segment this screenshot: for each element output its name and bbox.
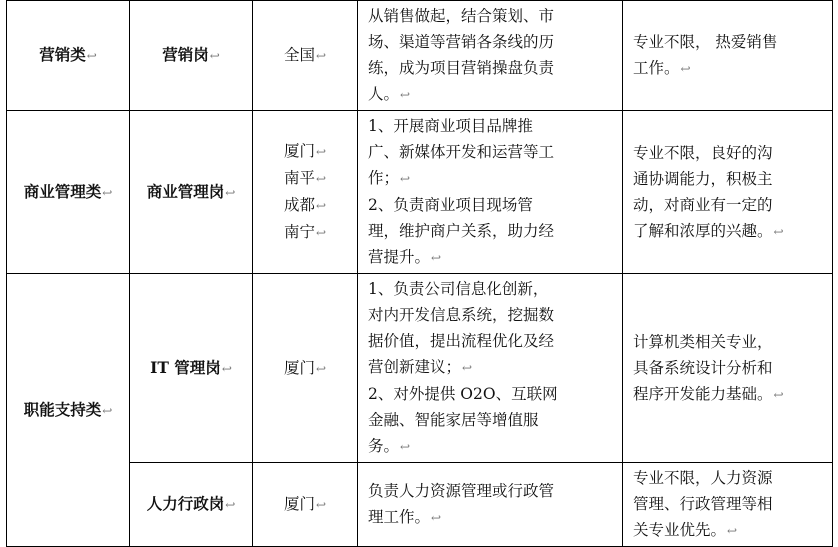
requirements-cell: 专业不限， 热爱销售 工作。↩ bbox=[623, 1, 833, 111]
category-cell: 营销类↩ bbox=[7, 1, 130, 111]
duties-cell: 负责人力资源管理或行政管 理工作。↩ bbox=[358, 463, 623, 547]
table-row bbox=[7, 274, 833, 463]
location-cell: 厦门↩ 南平↩ 成都↩ 南宁↩ bbox=[253, 111, 358, 274]
table-row bbox=[7, 1, 833, 111]
requirements-cell: 专业不限，良好的沟 通协调能力，积极主 动，对商业有一定的 了解和浓厚的兴趣。↩ bbox=[623, 111, 833, 274]
table-row bbox=[7, 463, 833, 547]
category-cell: 商业管理类↩ bbox=[7, 111, 130, 274]
location-cell: 厦门↩ bbox=[253, 463, 358, 547]
table-row bbox=[7, 111, 833, 274]
duties-cell: 从销售做起，结合策划、市 场、渠道等营销各条线的历 练，成为项目营销操盘负责 人。↩ bbox=[358, 1, 623, 111]
job-positions-table bbox=[6, 0, 833, 547]
duties-cell: 1、负责公司信息化创新， 对内开发信息系统，挖掘数 据价值，提出流程优化及经 营创新建议；↩ 2、对外提供 O2O、互联网 金融、智能家居等增值服 务。↩ bbox=[358, 274, 623, 463]
location-cell: 厦门↩ bbox=[253, 274, 358, 463]
category-cell: 职能支持类↩ bbox=[7, 274, 130, 547]
position-cell: IT 管理岗↩ bbox=[130, 274, 253, 463]
requirements-cell: 专业不限，人力资源 管理、行政管理等相 关专业优先。↩ bbox=[623, 463, 833, 547]
position-cell: 商业管理岗↩ bbox=[130, 111, 253, 274]
requirements-cell: 计算机类相关专业， 具备系统设计分析和 程序开发能力基础。↩ bbox=[623, 274, 833, 463]
location-cell: 全国↩ bbox=[253, 1, 358, 111]
position-cell: 营销岗↩ bbox=[130, 1, 253, 111]
position-cell: 人力行政岗↩ bbox=[130, 463, 253, 547]
duties-cell: 1、开展商业项目品牌推 广、新媒体开发和运营等工 作；↩ 2、负责商业项目现场管 理，维护商户关系，助力经 营提升。↩ bbox=[358, 111, 623, 274]
